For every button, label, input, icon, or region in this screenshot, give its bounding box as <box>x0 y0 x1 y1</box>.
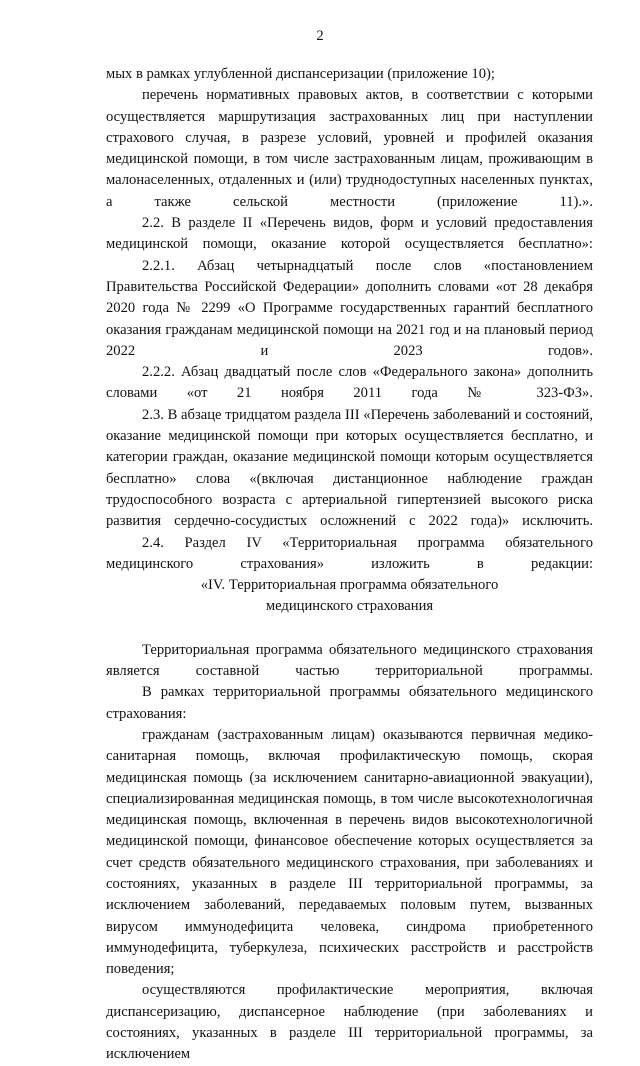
page-number: 2 <box>316 28 324 44</box>
paragraph: Территориальная программа обязательного медицинского страхования является составной частью территориальной программы. <box>106 641 593 680</box>
paragraph: перечень нормативных правовых актов, в соответствии с которыми осуществляется маршрутизация застрахованных лиц при наступлении страхового случая, в разрезе условий, уровней и профилей оказания медицинской помощи, в том числе застрахованным лицам, проживающим в малонаселенных, отдаленных и (или) труднодоступных населенных пунктах, а также сельской местности (приложение 11).». <box>106 87 593 210</box>
document-body <box>106 64 593 1066</box>
section-heading-line-1: «IV. Территориальная программа обязательного <box>200 577 499 594</box>
paragraph: В рамках территориальной программы обязательного медицинского страхования: <box>106 684 593 722</box>
paragraph: 2.2.2. Абзац двадцатый после слов «Федерального закона» дополнить словами «от 21 ноября 2011 года № 323-ФЗ». <box>106 364 593 402</box>
paragraph: 2.2.1. Абзац четырнадцатый после слов «постановлением Правительства Российской Федерации» дополнить словами «от 28 декабря 2020 года № 2299 «О Программе государственных гарантий бесплатного оказания гражданам медицинской помощи на 2021 год и на плановый период 2022 и 2023 годов». <box>106 257 593 359</box>
spacer <box>106 618 593 640</box>
paragraph: гражданам (застрахованным лицам) оказываются первичная медико-санитарная помощь, включая профилактическую помощь, скорая медицинская помощь (за исключением санитарно-авиационной эвакуации), специализированная медицинская помощь, в том числе высокотехнологичная медицинская помощь, включенная в перечень видов высокотехнологичной медицинской помощи, финансовое обеспечение которых осуществляется за счет средств обязательного медицинского страхования, при заболеваниях и состояниях, указанных в разделе III территориальной программы, за исключением заболеваний, передаваемых половым путем, вызванных вирусом иммунодефицита человека, синдрома приобретенного иммунодефицита, туберкулеза, психических расстройств и расстройств поведения; <box>106 726 593 978</box>
paragraph: 2.2. В разделе II «Перечень видов, форм и условий предоставления медицинской помощи, оказание которой осуществляется бесплатно»: <box>106 215 593 253</box>
paragraph: осуществляются профилактические мероприятия, включая диспансеризацию, диспансерное наблюдение (при заболеваниях и состояниях, указанных в разделе III территориальной программы, за исключением <box>106 982 593 1063</box>
paragraph: 2.3. В абзаце тридцатом раздела III «Перечень заболеваний и состояний, оказание медицинской помощи при которых осуществляется бесплатно, и категории граждан, оказание медицинской помощи которым осуществляется бесплатно» слова «(включая дистанционное наблюдение граждан трудоспособного возраста с артериальной гипертензией высокого риска развития сердечно-сосудистых осложнений с 2022 года)» исключить. <box>106 406 593 530</box>
paragraph: мых в рамках углубленной диспансеризации (приложение 10); <box>106 66 495 82</box>
section-heading-line-2: медицинского страхования <box>265 598 434 615</box>
paragraph: 2.4. Раздел IV «Территориальная программа обязательного медицинского страхования» изложить в редакции: <box>106 534 593 572</box>
